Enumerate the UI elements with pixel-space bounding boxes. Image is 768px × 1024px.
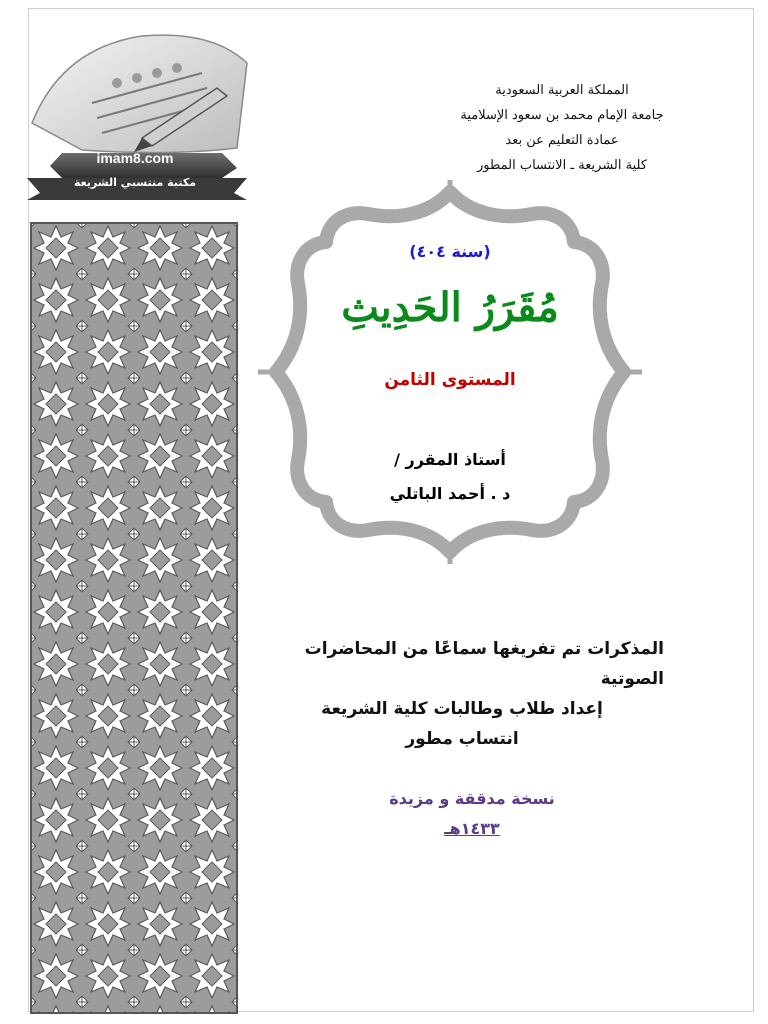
- edition-year: ١٤٣٣هـ: [444, 819, 500, 838]
- course-title: مُقَرَرُ الحَدِيثِ: [341, 284, 559, 331]
- notes-block: [252, 634, 672, 754]
- notes-line-1: المذكرات تم تفريغها سماعًا من المحاضرات الصوتية: [304, 639, 664, 689]
- professor-label: أستاذ المقرر /: [394, 450, 506, 469]
- notes-line-3: انتساب مطور: [405, 729, 519, 749]
- ornamental-pattern-strip: [30, 222, 238, 1014]
- header-line-2: جامعة الإمام محمد بن سعود الإسلامية: [460, 108, 664, 123]
- header-line-4: كلية الشريعة ـ الانتساب المطور: [476, 158, 648, 173]
- logo-subtitle: مكتبة منتسبي الشريعة: [73, 176, 197, 189]
- institution-header: [412, 78, 712, 178]
- notes-line-2: إعداد طلاب وطالبات كلية الشريعة: [321, 699, 603, 719]
- logo-site-name: imam8.com: [96, 150, 174, 166]
- professor-name: د . أحمد الباتلي: [389, 484, 511, 503]
- edition-block: [362, 784, 582, 844]
- frame-content: [252, 180, 648, 564]
- course-level: المستوى الثامن: [384, 370, 516, 390]
- edition-label: نسخة مدققة و مزيدة: [389, 789, 555, 808]
- course-year: (سنة ٤٠٤): [409, 242, 491, 261]
- header-line-1: المملكة العربية السعودية: [495, 83, 629, 98]
- header-line-3: عمادة التعليم عن بعد: [505, 133, 619, 148]
